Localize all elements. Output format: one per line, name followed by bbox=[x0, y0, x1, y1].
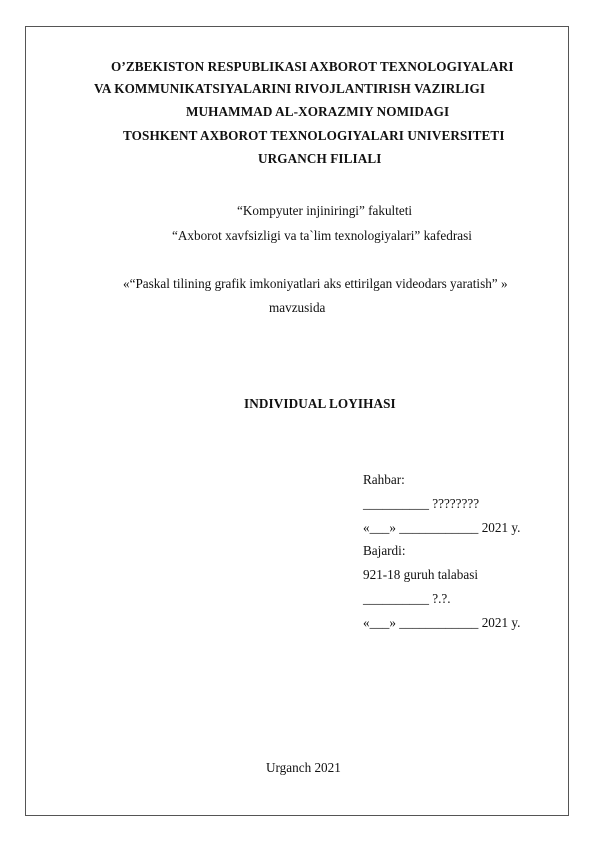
supervisor-label: Rahbar: bbox=[363, 472, 405, 487]
header-line-ministry: O’ZBEKISTON RESPUBLIKASI AXBOROT TEXNOLOGIYALARI bbox=[111, 59, 514, 74]
supervisor-signature-line: __________ ???????? bbox=[363, 496, 480, 511]
header-line-university: TOSHKENT AXBOROT TEXNOLOGIYALARI UNIVERSITETI bbox=[123, 128, 505, 143]
project-topic: «“Paskal tilining grafik imkoniyatlari aks ettirilgan videodars yaratish” » bbox=[123, 276, 508, 291]
student-signature-line: __________ ?.?. bbox=[363, 591, 451, 606]
author-label: Bajardi: bbox=[363, 543, 406, 558]
faculty-name: “Kompyuter injiniringi” fakulteti bbox=[237, 203, 413, 218]
student-date-line: «___» ____________ 2021 y. bbox=[363, 615, 521, 630]
page-border bbox=[25, 26, 569, 816]
project-topic-suffix: mavzusida bbox=[269, 300, 326, 315]
supervisor-date-line: «___» ____________ 2021 y. bbox=[363, 520, 521, 535]
city-year: Urganch 2021 bbox=[266, 760, 341, 775]
student-group: 921-18 guruh talabasi bbox=[363, 567, 478, 582]
header-line-named-after: MUHAMMAD AL-XORAZMIY NOMIDAGI bbox=[186, 104, 450, 119]
header-line-ministry-2: VA KOMMUNIKATSIYALARINI RIVOJLANTIRISH VAZIRLIGI bbox=[94, 81, 486, 96]
header-line-branch: URGANCH FILIALI bbox=[258, 151, 382, 166]
document-type-title: INDIVIDUAL LOYIHASI bbox=[244, 396, 396, 411]
department-name: “Axborot xavfsizligi va ta`lim texnologiyalari” kafedrasi bbox=[172, 228, 472, 243]
